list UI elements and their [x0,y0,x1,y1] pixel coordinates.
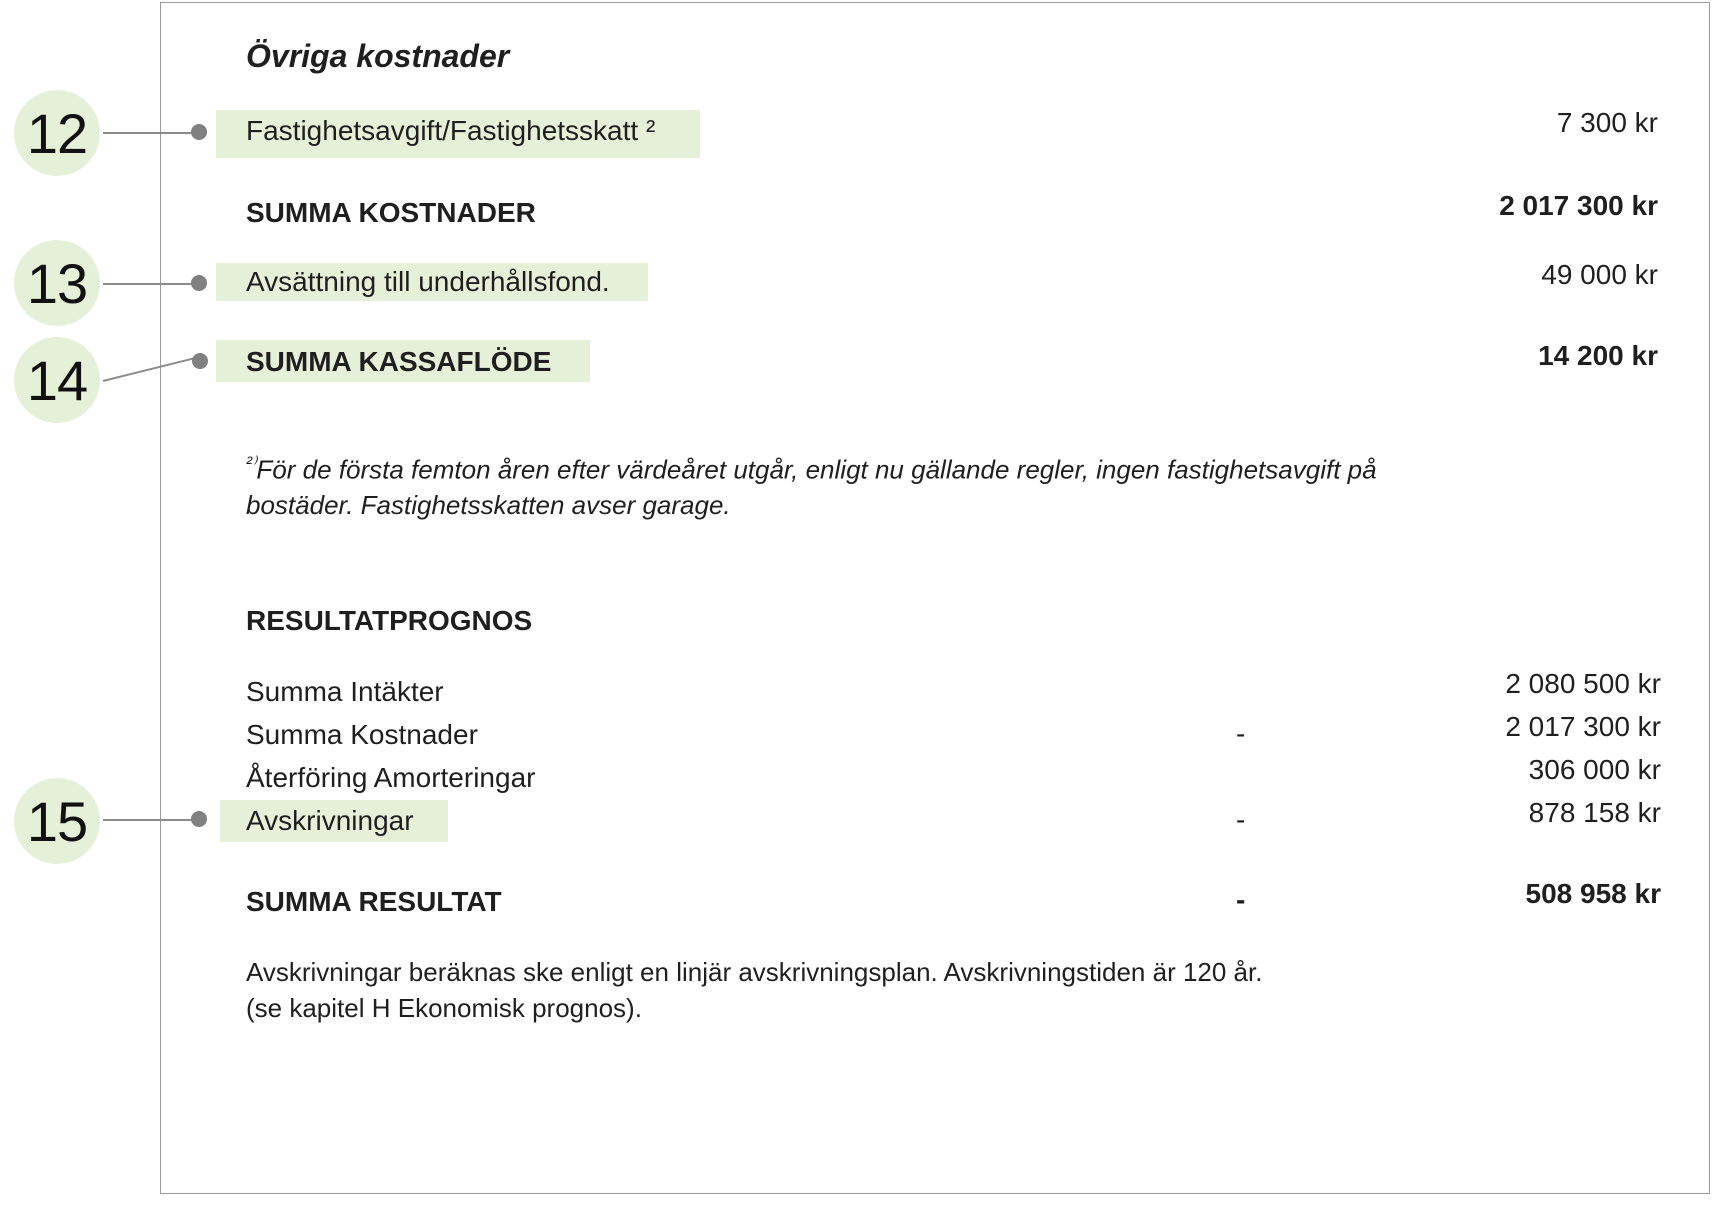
maintenance-fund-label: Avsättning till underhållsfond. [246,266,610,297]
leader-line-12 [103,132,198,134]
forecast-heading: RESULTATPROGNOS [246,605,533,636]
marker-dot-14 [192,353,208,369]
section-title: Övriga kostnader [246,38,510,74]
marker-12: 12 [14,90,100,176]
forecast-row-sign: - [1236,804,1246,835]
forecast-row-value: 2 017 300 kr [1505,711,1661,742]
total-costs-value: 2 017 300 kr [1499,190,1658,221]
maintenance-fund-value: 49 000 kr [1541,259,1658,290]
forecast-row-value: 306 000 kr [1528,754,1661,785]
forecast-row-label: Avskrivningar [246,805,414,836]
forecast-row-label: Återföring Amorteringar [246,762,536,793]
result-total-value: 508 958 kr [1525,878,1661,909]
cash-flow-value: 14 200 kr [1538,340,1658,371]
footnote-line-2: bostäder. Fastighetsskatten avser garage. [246,490,731,520]
property-tax-label: Fastighetsavgift/Fastighetsskatt ² [246,115,656,146]
result-total-label: SUMMA RESULTAT [246,886,502,917]
depreciation-note-line-2: (se kapitel H Ekonomisk prognos). [246,993,642,1023]
leader-line-13 [103,283,198,285]
cash-flow-label: SUMMA KASSAFLÖDE [246,346,552,377]
total-costs-label: SUMMA KOSTNADER [246,197,536,228]
footnote-line-1 [246,453,1377,486]
forecast-row-value: 2 080 500 kr [1505,668,1661,699]
footnote-marker: ²⁾ [246,453,257,473]
footnote-text-1: För de första femton åren efter värdeåret utgår, enligt nu gällande regler, ingen fastighetsavgift på [256,454,1377,485]
property-tax-value: 7 300 kr [1556,107,1658,138]
marker-dot-13 [191,275,207,291]
leader-line-15 [103,819,198,821]
marker-dot-15 [191,811,207,827]
forecast-row-label: Summa Kostnader [246,719,478,750]
marker-dot-12 [191,124,207,140]
forecast-row-label: Summa Intäkter [246,676,444,707]
forecast-row-value: 878 158 kr [1528,797,1661,828]
forecast-row-sign: - [1236,718,1246,749]
depreciation-note-line-1: Avskrivningar beräknas ske enligt en linjär avskrivningsplan. Avskrivningstiden är 120 år. [246,957,1263,987]
result-total-sign: - [1236,884,1246,915]
marker-15: 15 [14,778,100,864]
marker-14: 14 [14,337,100,423]
marker-13: 13 [14,240,100,326]
